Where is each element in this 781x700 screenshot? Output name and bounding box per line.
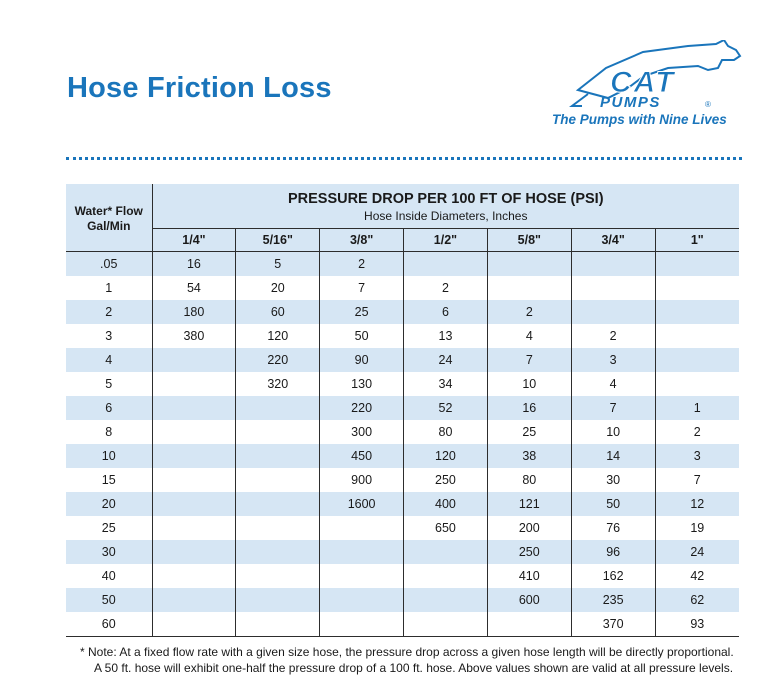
pressure-drop-cell: 3 xyxy=(655,444,739,468)
pressure-drop-cell xyxy=(487,276,571,300)
flow-rate-cell: 2 xyxy=(66,300,152,324)
pressure-drop-cell: 19 xyxy=(655,516,739,540)
table-row xyxy=(66,516,739,540)
table-row xyxy=(66,276,739,300)
table-row xyxy=(66,348,739,372)
pressure-drop-cell: 180 xyxy=(152,300,236,324)
pressure-drop-cell xyxy=(152,372,236,396)
flow-rate-cell: 10 xyxy=(66,444,152,468)
pressure-drop-cell: 38 xyxy=(487,444,571,468)
pressure-drop-cell: 1 xyxy=(655,396,739,420)
pressure-drop-cell: 7 xyxy=(571,396,655,420)
table-row xyxy=(66,588,739,612)
pressure-drop-cell: 80 xyxy=(404,420,488,444)
flow-rate-cell: 1 xyxy=(66,276,152,300)
hose-size-header: 1" xyxy=(655,229,739,252)
pressure-drop-cell: 30 xyxy=(571,468,655,492)
friction-loss-table xyxy=(66,184,739,637)
pressure-drop-cell: 410 xyxy=(487,564,571,588)
table-row xyxy=(66,300,739,324)
flow-rate-cell: 40 xyxy=(66,564,152,588)
table-row xyxy=(66,252,739,277)
pressure-drop-cell xyxy=(152,492,236,516)
pressure-drop-cell: 380 xyxy=(152,324,236,348)
pressure-drop-cell: 10 xyxy=(487,372,571,396)
pressure-drop-cell xyxy=(655,372,739,396)
pressure-drop-cell xyxy=(152,516,236,540)
table-row xyxy=(66,444,739,468)
pressure-drop-cell xyxy=(152,396,236,420)
flow-rate-cell: 20 xyxy=(66,492,152,516)
flow-rate-cell: 50 xyxy=(66,588,152,612)
pressure-drop-cell xyxy=(236,444,320,468)
pressure-drop-cell: 20 xyxy=(236,276,320,300)
pressure-drop-cell: 90 xyxy=(320,348,404,372)
pressure-drop-cell: 7 xyxy=(487,348,571,372)
pressure-drop-cell: 130 xyxy=(320,372,404,396)
hose-size-header: 3/4" xyxy=(571,229,655,252)
pressure-drop-cell: 2 xyxy=(655,420,739,444)
hose-size-header: 3/8" xyxy=(320,229,404,252)
pressure-drop-cell xyxy=(404,252,488,277)
pressure-drop-cell: 7 xyxy=(655,468,739,492)
table-body xyxy=(66,252,739,637)
hose-size-header: 1/2" xyxy=(404,229,488,252)
pressure-drop-cell xyxy=(236,420,320,444)
pressure-drop-cell xyxy=(152,612,236,637)
footnote: * Note: At a fixed flow rate with a given size hose, the pressure drop across a given hose length will be directly proportional. A 50 ft. hose will exhibit one-half the pressure drop of a 100 ft. hose. Above values shown are valid at all pressure levels. xyxy=(80,645,734,675)
pressure-drop-cell: 2 xyxy=(571,324,655,348)
pressure-drop-cell xyxy=(152,468,236,492)
hose-size-header: 5/8" xyxy=(487,229,571,252)
pressure-drop-cell: 3 xyxy=(571,348,655,372)
pressure-drop-cell xyxy=(404,588,488,612)
pressure-drop-cell: 220 xyxy=(236,348,320,372)
pressure-drop-cell xyxy=(236,492,320,516)
pressure-drop-cell xyxy=(236,540,320,564)
pressure-drop-cell: 24 xyxy=(404,348,488,372)
flow-rate-cell: .05 xyxy=(66,252,152,277)
table-row xyxy=(66,540,739,564)
pressure-drop-cell: 13 xyxy=(404,324,488,348)
pressure-drop-cell: 2 xyxy=(487,300,571,324)
pressure-drop-cell xyxy=(236,564,320,588)
pressure-drop-cell xyxy=(236,588,320,612)
pressure-drop-cell xyxy=(655,348,739,372)
pressure-drop-cell xyxy=(571,252,655,277)
pressure-drop-cell: 25 xyxy=(487,420,571,444)
pressure-drop-cell: 235 xyxy=(571,588,655,612)
pressure-drop-cell xyxy=(152,348,236,372)
pressure-drop-cell xyxy=(152,444,236,468)
pressure-drop-cell xyxy=(236,396,320,420)
pressure-drop-cell: 120 xyxy=(236,324,320,348)
table-row xyxy=(66,564,739,588)
flow-rate-cell: 6 xyxy=(66,396,152,420)
pressure-drop-cell: 220 xyxy=(320,396,404,420)
pressure-drop-header xyxy=(152,184,739,229)
flow-rate-cell: 25 xyxy=(66,516,152,540)
hose-size-header-row xyxy=(66,229,739,252)
pressure-drop-cell xyxy=(320,588,404,612)
pressure-drop-cell: 320 xyxy=(236,372,320,396)
pressure-drop-cell xyxy=(404,564,488,588)
pressure-drop-cell: 400 xyxy=(404,492,488,516)
pressure-drop-cell: 93 xyxy=(655,612,739,637)
pressure-drop-cell: 80 xyxy=(487,468,571,492)
pressure-drop-cell: 62 xyxy=(655,588,739,612)
svg-text:®: ® xyxy=(705,100,711,109)
pressure-drop-cell: 650 xyxy=(404,516,488,540)
pressure-drop-cell: 900 xyxy=(320,468,404,492)
pressure-drop-cell: 34 xyxy=(404,372,488,396)
pressure-drop-cell: 1600 xyxy=(320,492,404,516)
pressure-drop-cell: 25 xyxy=(320,300,404,324)
pressure-drop-cell: 54 xyxy=(152,276,236,300)
flow-column-header: Water* Flow Gal/Min xyxy=(66,184,152,252)
pressure-drop-cell: 52 xyxy=(404,396,488,420)
svg-text:PUMPS: PUMPS xyxy=(600,94,661,111)
logo-tagline: The Pumps with Nine Lives xyxy=(552,112,727,127)
pressure-drop-cell xyxy=(655,252,739,277)
pressure-drop-cell: 2 xyxy=(320,252,404,277)
pressure-drop-cell: 450 xyxy=(320,444,404,468)
pressure-drop-cell: 120 xyxy=(404,444,488,468)
pressure-drop-cell: 14 xyxy=(571,444,655,468)
pressure-drop-cell xyxy=(152,540,236,564)
pressure-drop-cell: 24 xyxy=(655,540,739,564)
pressure-drop-cell: 6 xyxy=(404,300,488,324)
table-row xyxy=(66,372,739,396)
pressure-drop-cell xyxy=(655,276,739,300)
pressure-drop-cell xyxy=(152,564,236,588)
pressure-drop-cell: 4 xyxy=(487,324,571,348)
pressure-drop-cell: 300 xyxy=(320,420,404,444)
pressure-drop-cell: 60 xyxy=(236,300,320,324)
pressure-drop-cell: 250 xyxy=(404,468,488,492)
pressure-drop-cell xyxy=(236,516,320,540)
pressure-drop-cell xyxy=(655,300,739,324)
pressure-drop-cell: 76 xyxy=(571,516,655,540)
pressure-drop-cell xyxy=(487,612,571,637)
pressure-drop-cell xyxy=(655,324,739,348)
pressure-drop-title: PRESSURE DROP PER 100 FT OF HOSE (PSI) xyxy=(287,191,604,207)
diameters-subtitle: Hose Inside Diameters, Inches xyxy=(364,209,528,223)
pressure-drop-cell: 162 xyxy=(571,564,655,588)
pressure-drop-cell: 5 xyxy=(236,252,320,277)
pressure-drop-cell: 12 xyxy=(655,492,739,516)
flow-rate-cell: 60 xyxy=(66,612,152,637)
pressure-drop-cell xyxy=(236,468,320,492)
page-title: Hose Friction Loss xyxy=(67,72,332,104)
pressure-drop-cell: 2 xyxy=(404,276,488,300)
pressure-drop-cell xyxy=(320,564,404,588)
hose-size-header: 1/4" xyxy=(152,229,236,252)
pressure-drop-cell: 600 xyxy=(487,588,571,612)
table-row xyxy=(66,324,739,348)
pressure-drop-cell: 16 xyxy=(152,252,236,277)
pressure-drop-cell: 370 xyxy=(571,612,655,637)
pressure-drop-cell xyxy=(152,588,236,612)
pressure-drop-cell xyxy=(236,612,320,637)
pressure-drop-cell: 10 xyxy=(571,420,655,444)
pressure-drop-cell xyxy=(320,612,404,637)
pressure-drop-cell: 4 xyxy=(571,372,655,396)
pressure-drop-cell: 42 xyxy=(655,564,739,588)
pressure-drop-cell xyxy=(152,420,236,444)
table-row xyxy=(66,492,739,516)
pressure-drop-cell: 121 xyxy=(487,492,571,516)
table-row xyxy=(66,396,739,420)
pressure-drop-cell xyxy=(571,276,655,300)
flow-rate-cell: 8 xyxy=(66,420,152,444)
table-row xyxy=(66,420,739,444)
pressure-drop-cell xyxy=(404,612,488,637)
pressure-drop-cell: 96 xyxy=(571,540,655,564)
pressure-drop-cell: 7 xyxy=(320,276,404,300)
pressure-drop-cell xyxy=(487,252,571,277)
hose-size-header: 5/16" xyxy=(236,229,320,252)
flow-rate-cell: 5 xyxy=(66,372,152,396)
pressure-drop-cell: 50 xyxy=(320,324,404,348)
pressure-drop-cell xyxy=(320,516,404,540)
flow-rate-cell: 30 xyxy=(66,540,152,564)
table-row xyxy=(66,468,739,492)
pressure-drop-cell xyxy=(320,540,404,564)
pressure-drop-cell xyxy=(404,540,488,564)
dotted-divider xyxy=(66,157,742,160)
table-row xyxy=(66,612,739,637)
pressure-drop-cell xyxy=(571,300,655,324)
pressure-drop-cell: 250 xyxy=(487,540,571,564)
pressure-drop-cell: 16 xyxy=(487,396,571,420)
pressure-drop-cell: 50 xyxy=(571,492,655,516)
pressure-drop-cell: 200 xyxy=(487,516,571,540)
flow-rate-cell: 4 xyxy=(66,348,152,372)
flow-rate-cell: 3 xyxy=(66,324,152,348)
svg-text:CAT: CAT xyxy=(610,66,676,99)
flow-rate-cell: 15 xyxy=(66,468,152,492)
